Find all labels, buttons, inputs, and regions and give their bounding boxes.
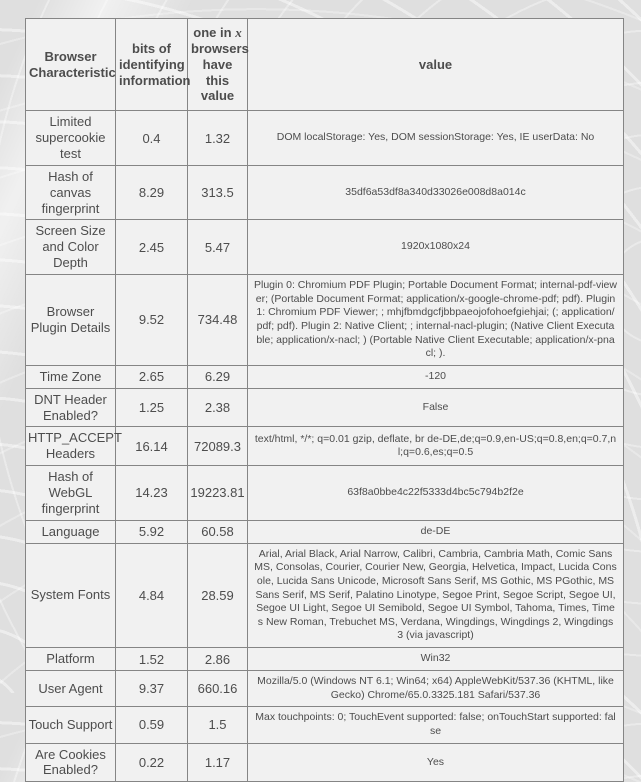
bits-cell: 0.4 <box>116 111 188 166</box>
bits-cell: 14.23 <box>116 466 188 521</box>
header-one-in-x-variable: x <box>235 25 242 40</box>
value-cell: Yes <box>248 743 624 782</box>
table-row <box>26 543 624 647</box>
fingerprint-results-table <box>25 18 624 782</box>
characteristic-cell: HTTP_ACCEPT Headers <box>26 427 116 466</box>
table-row <box>26 388 624 427</box>
bits-cell: 1.25 <box>116 388 188 427</box>
table-row <box>26 427 624 466</box>
characteristic-cell: Are Cookies Enabled? <box>26 743 116 782</box>
header-value-label: value <box>418 56 453 72</box>
table-body <box>26 111 624 782</box>
characteristic-cell: Touch Support <box>26 707 116 743</box>
value-cell: 63f8a0bbe4c22f5333d4bc5c794b2f2e <box>248 466 624 521</box>
bits-cell: 16.14 <box>116 427 188 466</box>
value-cell: Arial, Arial Black, Arial Narrow, Calibri, Cambria, Cambria Math, Comic Sans MS, Consolas, Courier, Courier New, Georgia, Helvetica, Impact, Lucida Console, Lucida Sans Unicode, Microsoft Sans Serif, MS Gothic, MS PGothic, MS Sans Serif, MS Serif, Palatino Linotype, Segoe Print, Segoe Script, Segoe UI, Segoe UI Light, Segoe UI Semibold, Segoe UI Symbol, Tahoma, Times, Times New Roman, Trebuchet MS, Verdana, Wingdings, Wingdings 2, Wingdings 3 (via javascript) <box>248 543 624 647</box>
header-bits-label: bits of identifying information <box>119 40 191 88</box>
value-cell: Max touchpoints: 0; TouchEvent supported: false; onTouchStart supported: false <box>248 707 624 743</box>
bits-cell: 1.52 <box>116 648 188 671</box>
one-in-x-cell: 734.48 <box>188 275 248 366</box>
value-cell: False <box>248 388 624 427</box>
characteristic-cell: Hash of WebGL fingerprint <box>26 466 116 521</box>
one-in-x-cell: 2.86 <box>188 648 248 671</box>
one-in-x-cell: 5.47 <box>188 220 248 275</box>
table-row <box>26 220 624 275</box>
header-one-in-x-pre: one in <box>193 25 236 40</box>
table-row <box>26 365 624 388</box>
value-cell: Win32 <box>248 648 624 671</box>
one-in-x-cell: 2.38 <box>188 388 248 427</box>
header-value <box>248 19 624 111</box>
value-cell: -120 <box>248 365 624 388</box>
one-in-x-cell: 313.5 <box>188 165 248 220</box>
characteristic-cell: Platform <box>26 648 116 671</box>
bits-cell: 9.37 <box>116 670 188 706</box>
header-one-in-x-browsers <box>188 19 248 111</box>
bits-cell: 2.65 <box>116 365 188 388</box>
bits-cell: 0.22 <box>116 743 188 782</box>
header-browser-characteristic <box>26 19 116 111</box>
table-row <box>26 520 624 543</box>
table-row <box>26 165 624 220</box>
table-header <box>26 19 624 111</box>
one-in-x-cell: 660.16 <box>188 670 248 706</box>
characteristic-cell: Browser Plugin Details <box>26 275 116 366</box>
table-row <box>26 707 624 743</box>
value-cell: DOM localStorage: Yes, DOM sessionStorage: Yes, IE userData: No <box>248 111 624 166</box>
bits-cell: 0.59 <box>116 707 188 743</box>
header-browser-characteristic-label: Browser Characteristic <box>29 48 116 80</box>
one-in-x-cell: 6.29 <box>188 365 248 388</box>
characteristic-cell: Language <box>26 520 116 543</box>
one-in-x-cell: 19223.81 <box>188 466 248 521</box>
header-row <box>26 19 624 111</box>
one-in-x-cell: 1.32 <box>188 111 248 166</box>
bits-cell: 8.29 <box>116 165 188 220</box>
value-cell: Mozilla/5.0 (Windows NT 6.1; Win64; x64) AppleWebKit/537.36 (KHTML, like Gecko) Chrome/65.0.3325.181 Safari/537.36 <box>248 670 624 706</box>
one-in-x-cell: 72089.3 <box>188 427 248 466</box>
characteristic-cell: Time Zone <box>26 365 116 388</box>
one-in-x-cell: 60.58 <box>188 520 248 543</box>
one-in-x-cell: 28.59 <box>188 543 248 647</box>
value-cell: Plugin 0: Chromium PDF Plugin; Portable Document Format; internal-pdf-viewer; (Portable Document Format; application/x-google-chrome-pdf; pdf). Plugin 1: Chromium PDF Viewer; ; mhjfbmdgcfjbbpaeojofohoefgiehjai; (; application/pdf; pdf). Plugin 2: Native Client; ; internal-nacl-plugin; (Native Client Executable; application/x-nacl; ) (Portable Native Client Executable; application/x-pnacl; ). <box>248 275 624 366</box>
value-cell: 1920x1080x24 <box>248 220 624 275</box>
table-row <box>26 670 624 706</box>
value-cell: 35df6a53df8a340d33026e008d8a014c <box>248 165 624 220</box>
bits-cell: 9.52 <box>116 275 188 366</box>
header-one-in-x-post: browsers have this value <box>191 40 249 104</box>
characteristic-cell: DNT Header Enabled? <box>26 388 116 427</box>
bits-cell: 2.45 <box>116 220 188 275</box>
bits-cell: 5.92 <box>116 520 188 543</box>
characteristic-cell: Screen Size and Color Depth <box>26 220 116 275</box>
table-row <box>26 466 624 521</box>
characteristic-cell: System Fonts <box>26 543 116 647</box>
header-bits-of-identifying-information <box>116 19 191 111</box>
table-row <box>26 648 624 671</box>
bits-cell: 4.84 <box>116 543 188 647</box>
characteristic-cell: Limited supercookie test <box>26 111 116 166</box>
value-cell: text/html, */*; q=0.01 gzip, deflate, br de-DE,de;q=0.9,en-US;q=0.8,en;q=0.7,nl;q=0.6,es;q=0.5 <box>248 427 624 466</box>
one-in-x-cell: 1.17 <box>188 743 248 782</box>
table-row <box>26 743 624 782</box>
one-in-x-cell: 1.5 <box>188 707 248 743</box>
table-row <box>26 111 624 166</box>
characteristic-cell: User Agent <box>26 670 116 706</box>
characteristic-cell: Hash of canvas fingerprint <box>26 165 116 220</box>
value-cell: de-DE <box>248 520 624 543</box>
table-row <box>26 275 624 366</box>
